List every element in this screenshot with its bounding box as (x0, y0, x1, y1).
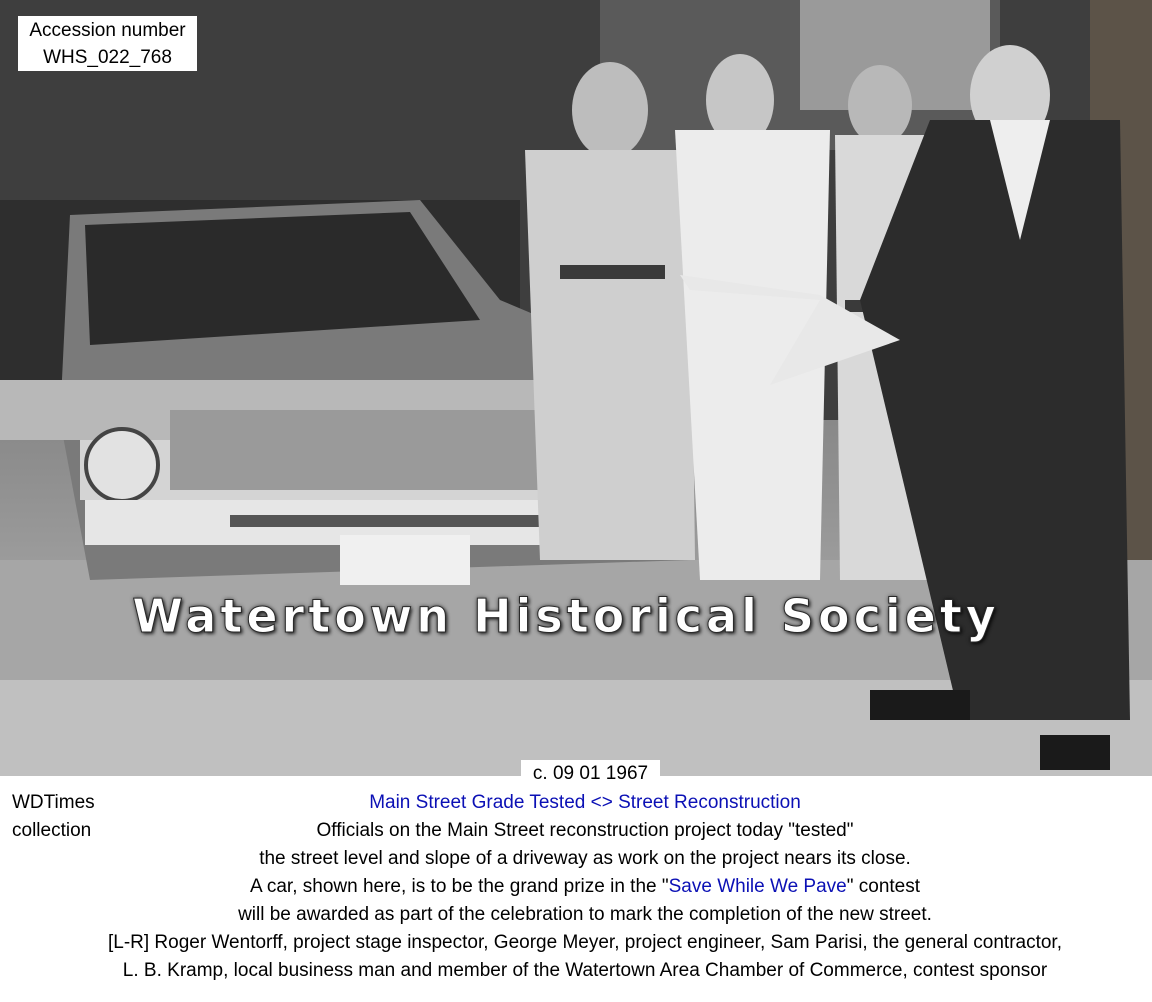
accession-number: WHS_022_768 (43, 47, 172, 68)
caption-line-3 (0, 873, 1152, 901)
caption-title: Main Street Grade Tested <> Street Reconstruction (369, 792, 801, 813)
accession-label (18, 16, 197, 71)
caption-line-4: will be awarded as part of the celebration to mark the completion of the new street. (238, 904, 932, 925)
collection-line-1: WDTimes (12, 792, 95, 813)
caption-line-1: Officials on the Main Street reconstruction project today "tested" (316, 820, 854, 841)
caption-line-5: [L-R] Roger Wentorff, project stage inspector, George Meyer, project engineer, Sam Parisi, the general contractor, (107, 932, 1062, 953)
caption-line-6: L. B. Kramp, local business man and member of the Watertown Area Chamber of Commerce, contest sponsor (122, 960, 1048, 981)
photo-date: c. 09 01 1967 (521, 760, 660, 786)
caption-line-2: the street level and slope of a driveway as work on the project nears its close. (259, 848, 911, 869)
photo-caption (0, 789, 1152, 985)
caption-line-3-after: " contest (846, 876, 921, 897)
caption-line-3-before: A car, shown here, is to be the grand prize in the " (249, 876, 669, 897)
collection-line-2: collection (12, 820, 92, 841)
watermark-text: Watertown Historical Society (132, 589, 1000, 643)
contest-name-highlight: Save While We Pave (668, 876, 847, 897)
accession-title: Accession number (29, 20, 186, 41)
